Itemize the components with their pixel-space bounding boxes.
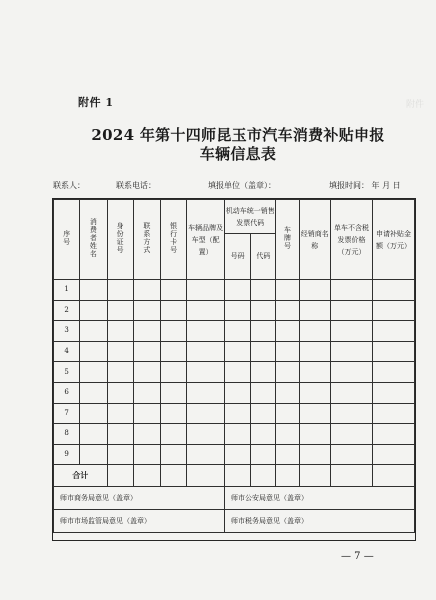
cell [330, 362, 372, 383]
header-invoice-group: 机动车统一销售发票代码 [225, 200, 276, 234]
cell [372, 321, 414, 342]
table-row [54, 280, 415, 301]
cell [276, 424, 299, 445]
cell [107, 465, 133, 487]
header-plate-number: 车牌号 [276, 200, 299, 280]
cell [107, 300, 133, 321]
cell [133, 403, 160, 424]
cell [187, 300, 225, 321]
row-serial: 2 [54, 300, 80, 321]
cell [299, 444, 330, 465]
cell [80, 382, 107, 403]
cell [161, 424, 187, 445]
cell [251, 280, 276, 301]
cell [372, 403, 414, 424]
cell [251, 321, 276, 342]
table-row [54, 362, 415, 383]
cell [161, 444, 187, 465]
cell [330, 321, 372, 342]
cell [299, 465, 330, 487]
faint-bleed-through: 附件 [405, 100, 424, 110]
cell [372, 465, 414, 487]
cell [80, 321, 107, 342]
cell [80, 280, 107, 301]
cell [133, 444, 160, 465]
cell [161, 362, 187, 383]
contact-phone-label: 联系电话： [116, 181, 156, 190]
cell [225, 362, 251, 383]
cell [133, 424, 160, 445]
cell [161, 280, 187, 301]
cell [299, 362, 330, 383]
opinion-row-2 [54, 510, 415, 533]
cell [107, 424, 133, 445]
cell [251, 382, 276, 403]
cell [251, 403, 276, 424]
cell [372, 280, 414, 301]
cell [251, 444, 276, 465]
summary-label: 合计 [54, 465, 108, 487]
cell [299, 424, 330, 445]
cell [80, 300, 107, 321]
table-header-row-1 [54, 200, 415, 234]
cell [372, 362, 414, 383]
cell [225, 403, 251, 424]
row-serial: 6 [54, 382, 80, 403]
title-line-1: 2024 年第十四师昆玉市汽车消费补贴申报 [91, 126, 385, 144]
cell [276, 382, 299, 403]
cell [225, 465, 251, 487]
row-serial: 5 [54, 362, 80, 383]
row-serial: 4 [54, 341, 80, 362]
cell [330, 341, 372, 362]
cell [187, 403, 225, 424]
document-title [82, 126, 394, 164]
cell [187, 424, 225, 445]
cell [225, 280, 251, 301]
cell [133, 362, 160, 383]
header-id-number: 身份证号 [107, 200, 133, 280]
cell [276, 444, 299, 465]
cell [299, 382, 330, 403]
cell [372, 424, 414, 445]
cell [133, 341, 160, 362]
opinion-row-1 [54, 487, 415, 510]
cell [107, 280, 133, 301]
cell [80, 424, 107, 445]
cell [251, 465, 276, 487]
table-row [54, 424, 415, 445]
cell [161, 341, 187, 362]
cell [225, 321, 251, 342]
cell [187, 362, 225, 383]
filling-unit-label: 填报单位（盖章）： [208, 181, 276, 190]
cell [187, 465, 225, 487]
cell [372, 300, 414, 321]
row-serial: 8 [54, 424, 80, 445]
header-consumer-name: 消费者姓名 [80, 200, 107, 280]
header-contact-method: 联系方式 [133, 200, 160, 280]
page-number: — 7 — [341, 551, 374, 562]
table-row [54, 341, 415, 362]
cell [276, 300, 299, 321]
cell [372, 382, 414, 403]
cell [107, 341, 133, 362]
summary-row [54, 465, 415, 487]
cell [251, 424, 276, 445]
cell [187, 382, 225, 403]
header-dealer-name: 经销商名称 [299, 200, 330, 280]
cell [133, 465, 160, 487]
cell [187, 321, 225, 342]
cell [161, 300, 187, 321]
cell [225, 424, 251, 445]
contact-person-label: 联系人： [53, 181, 85, 190]
cell [330, 403, 372, 424]
cell [299, 280, 330, 301]
cell [225, 341, 251, 362]
cell [372, 341, 414, 362]
cell [276, 362, 299, 383]
cell [330, 444, 372, 465]
header-subsidy-amount: 申请补贴金额（万元） [372, 200, 414, 280]
cell [107, 321, 133, 342]
cell [187, 280, 225, 301]
header-serial: 序号 [54, 200, 80, 280]
cell [299, 300, 330, 321]
header-invoice-number: 号码 [225, 234, 251, 280]
header-bank-card: 银行卡号 [161, 200, 187, 280]
title-line-2: 车辆信息表 [199, 145, 277, 163]
header-price: 单车不含税发票价格（万元） [330, 200, 372, 280]
cell [330, 382, 372, 403]
cell [161, 465, 187, 487]
tax-opinion: 师市税务局意见（盖章） [225, 510, 415, 533]
cell [251, 300, 276, 321]
cell [133, 321, 160, 342]
cell [80, 403, 107, 424]
cell [133, 280, 160, 301]
cell [225, 382, 251, 403]
cell [330, 424, 372, 445]
cell [133, 300, 160, 321]
table-row [54, 382, 415, 403]
table-row [54, 403, 415, 424]
header-invoice-code: 代码 [251, 234, 276, 280]
header-vehicle-brand: 车辆品牌及车型（配置） [187, 200, 225, 280]
cell [107, 382, 133, 403]
public-security-opinion: 师市公安局意见（盖章） [225, 487, 415, 510]
cell [161, 321, 187, 342]
row-serial: 3 [54, 321, 80, 342]
cell [80, 341, 107, 362]
cell [161, 382, 187, 403]
cell [187, 444, 225, 465]
table-row [54, 444, 415, 465]
table-row [54, 321, 415, 342]
cell [372, 444, 414, 465]
vehicle-info-table [52, 198, 416, 541]
row-serial: 1 [54, 280, 80, 301]
cell [276, 465, 299, 487]
cell [133, 382, 160, 403]
cell [107, 403, 133, 424]
cell [80, 362, 107, 383]
cell [299, 341, 330, 362]
cell [80, 444, 107, 465]
cell [251, 341, 276, 362]
cell [276, 403, 299, 424]
cell [330, 280, 372, 301]
row-serial: 7 [54, 403, 80, 424]
cell [276, 341, 299, 362]
cell [299, 403, 330, 424]
annex-label: 附件 1 [78, 96, 114, 109]
cell [161, 403, 187, 424]
market-supervision-opinion: 师市市场监管局意见（盖章） [54, 510, 225, 533]
cell [225, 444, 251, 465]
cell [299, 321, 330, 342]
filling-time-label: 填报时间： 年 月 日 [329, 181, 401, 190]
row-serial: 9 [54, 444, 80, 465]
cell [330, 465, 372, 487]
table-grid [53, 199, 415, 533]
cell [330, 300, 372, 321]
cell [276, 321, 299, 342]
cell [251, 362, 276, 383]
cell [107, 362, 133, 383]
cell [187, 341, 225, 362]
cell [276, 280, 299, 301]
cell [225, 300, 251, 321]
commerce-opinion: 师市商务局意见（盖章） [54, 487, 225, 510]
table-row [54, 300, 415, 321]
cell [107, 444, 133, 465]
